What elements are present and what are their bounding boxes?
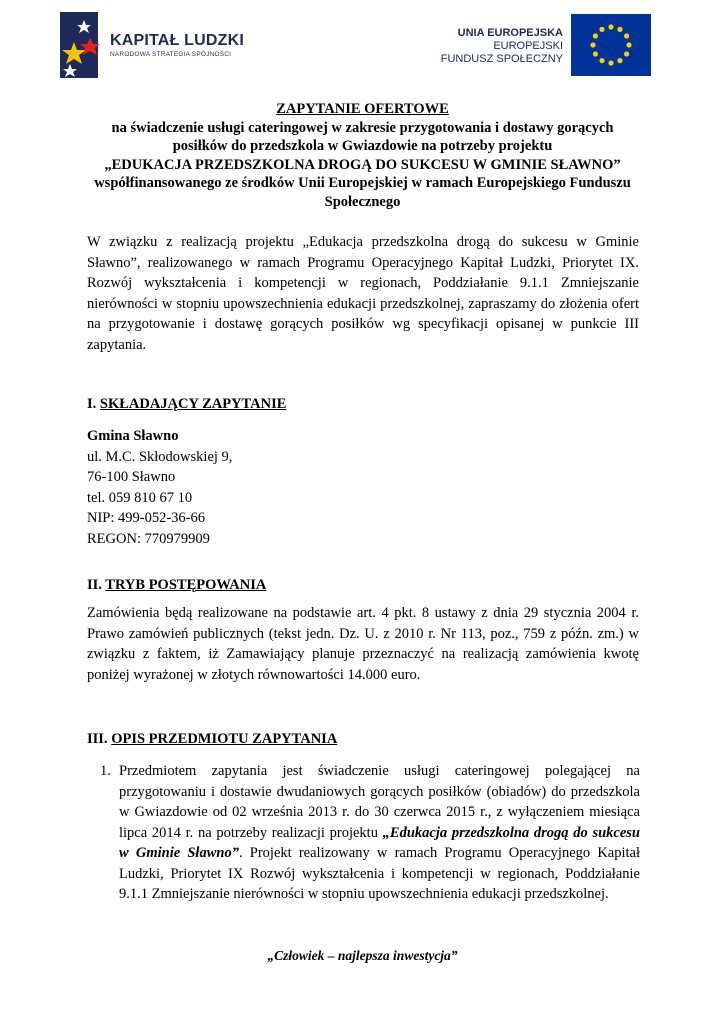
intro-paragraph: W związku z realizacją projektu „Edukacja przedszkolna drogą do sukcesu w Gminie Sławno”, realizowanego w ramach Programu Operacyjnego Kapitał Ludzki, Priorytet IX. Rozwój wykształcenia i kompetencji w regionach, Poddziałanie 9.1.1 Zmniejszanie nierówności w stopniu upowszechnienia edukacji przedszkolnej, zapraszamy do złożenia ofert na przygotowanie i dostawę gorących posiłków wg specyfikacji opisanej w punkcie III zapytania. [87, 234, 639, 353]
section-3-list [100, 761, 640, 905]
section-2-paragraph: Zamówienia będą realizowane na podstawie art. 4 pkt. 8 ustawy z dnia 29 stycznia 2004 r. Prawo zamówień publicznych (tekst jedn. Dz. U. z 2010 r. Nr 113, poz., 759 z późn. zm.) w związku z faktem, iż Zamawiający planuje przeznaczyć na realizacją zamówienia kwotę poniżej wyrażonej w złotych równowartości 14.000 euro. [87, 605, 639, 683]
eu-logo-line1: UNIA EUROPEJSKA [457, 27, 563, 39]
applicant-nip: NIP: 499-052-36-66 [87, 510, 206, 526]
section-2-heading [87, 577, 266, 594]
footer-slogan: „Człowiek – najlepsza inwestycja” [267, 948, 458, 963]
title-line-3: posiłków do przedszkola w Gwiazdowie na potrzeby projektu [172, 138, 553, 154]
list-item-text [119, 761, 640, 905]
section-1-number: I. [87, 396, 97, 412]
title-line-6: Społecznego [324, 193, 401, 210]
section-2-title: TRYB POSTĘPOWANIA [105, 577, 267, 593]
kapital-ludzki-subtitle: NARODOWA STRATEGIA SPÓJNOŚCI [110, 51, 232, 58]
title-line-2: na świadczenie usługi cateringowej w zakresie przygotowania i dostawy gorących [111, 119, 614, 136]
applicant-phone: tel. 059 810 67 10 [87, 489, 193, 506]
applicant-street: ul. M.C. Skłodowskiej 9, [87, 448, 233, 465]
applicant-address [87, 426, 232, 549]
kapital-ludzki-title: KAPITAŁ LUDZKI [110, 32, 245, 49]
document-title [80, 100, 645, 211]
applicant-city: 76-100 Sławno [87, 469, 176, 485]
eu-logo [416, 14, 651, 76]
section-1-title: SKŁADAJĄCY ZAPYTANIE [99, 396, 287, 412]
kapital-ludzki-star-icon [60, 12, 106, 78]
eu-logo-line3: FUNDUSZ SPOŁECZNY [440, 53, 563, 65]
section-2-number: II. [87, 577, 102, 593]
project-name-emphasis: „Edukacja przedszkolna drogą do sukcesu w Gminie Sławno” [119, 824, 640, 861]
eu-flag-icon [571, 14, 651, 76]
applicant-name: Gmina Sławno [87, 428, 179, 444]
section-3-title: OPIS PRZEDMIOTU ZAPYTANIA [111, 731, 338, 747]
section-1-heading [87, 396, 286, 413]
title-line-4: „EDUKACJA PRZEDSZKOLNA DROGĄ DO SUKCESU W GMINIE SŁAWNO” [104, 156, 621, 173]
list-item [100, 761, 640, 905]
section-3-number: III. [87, 731, 108, 747]
list-item-text-a: Przedmiotem zapytania jest świadczenie usługi cateringowej polegającej na przygotowaniu i dostawie dwudaniowych gorących posiłków (obiadów) do przedszkola w Gwiazdowie od 02 września 2013 r. do 30 czerwca 2015 r., z wyłączeniem miesiąca lipca 2014 r. na potrzeby realizacji projektu [119, 763, 640, 841]
eu-logo-line2: EUROPEJSKI [493, 40, 563, 52]
list-item-number: 1. [100, 763, 111, 779]
applicant-regon: REGON: 770979909 [87, 530, 210, 547]
title-line-5: współfinansowanego ze środków Unii Europejskiej w ramach Europejskiego Funduszu [94, 175, 631, 191]
list-item-text-b: . Projekt realizowany w ramach Programu Operacyjnego Kapitał Ludzki, Priorytet IX Rozwój wykształcenia i kompetencji w regionach, Poddziałanie 9.1.1 Zmniejszanie nierówności w stopniu upowszechnienia edukacji przedszkolnej. [119, 845, 640, 902]
kapital-ludzki-logo [60, 12, 270, 78]
section-3-heading [87, 731, 337, 748]
title-line-1: ZAPYTANIE OFERTOWE [276, 101, 449, 117]
